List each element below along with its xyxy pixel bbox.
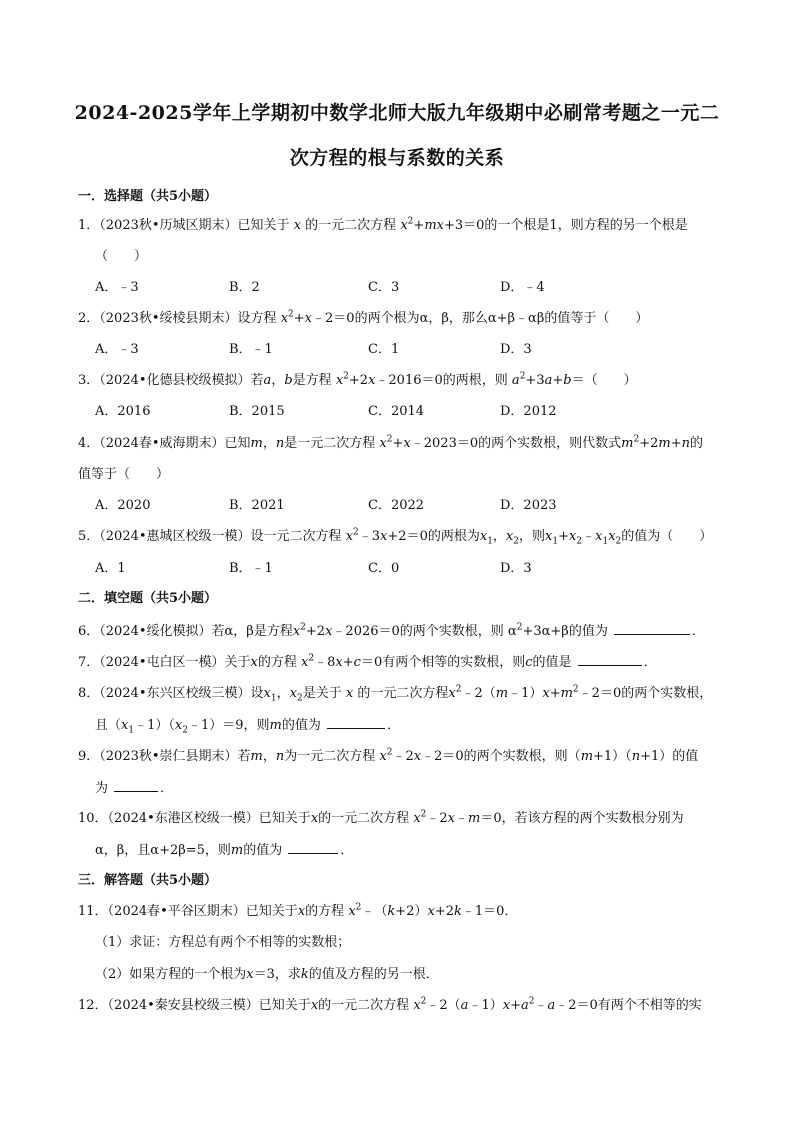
option-b: B．2	[229, 280, 260, 295]
option-a: A．1	[95, 561, 126, 576]
option-b: B．2021	[229, 498, 285, 513]
option-c: C．0	[368, 561, 400, 576]
option-c: C．2014	[368, 404, 425, 419]
option-d: D．2023	[500, 498, 557, 513]
question-1: 1．（2023秋•历城区期末）已知关于 x 的一元二次方程 $x^2+mx+3=0$的一个根是1，则方程的另一个根是	[78, 216, 688, 233]
question-6: 6．（2024•绥化模拟）若α，β是方程$x^2+2x﹣2026=0$的两个实数根，则 $\alpha^2+3\alpha+\beta$的值为 ．	[78, 622, 705, 639]
option-a: A．﹣3	[95, 280, 139, 295]
question-source: 6．（2024•绥化模拟）	[78, 624, 212, 639]
question-4: 4．（2024春•威海期末）已知m，n是一元二次方程 $x^2+x﹣2023=0$的两个实数根，则代数式$m^2+2m+n$的	[78, 434, 703, 451]
question-10-line2: α，β，且α+2β=5，则m的值为 ．	[95, 843, 354, 858]
question-1-line2: （ ）	[95, 249, 148, 264]
option-b: B．2015	[229, 404, 285, 419]
question-source: 10．（2024•东港区校级一模）	[78, 811, 259, 826]
option-c: C．3	[368, 280, 400, 295]
option-d: D．3	[500, 561, 532, 576]
question-source: 1．（2023秋•历城区期末）	[78, 218, 238, 233]
question-12: 12．（2024•秦安县校级三模）已知关于x的一元二次方程 $x^2﹣2(a﹣1)x+a^2﹣a﹣2=0$有两个不相等的实	[78, 996, 702, 1013]
question-source: 8．（2024•东兴区校级三模）	[78, 686, 251, 701]
option-b: B．﹣1	[229, 342, 273, 357]
question-9: 9．（2023秋•崇仁县期末）若m，n为一元二次方程 $x^2﹣2x﹣2=0$的两个实数根，则（m+1）（n+1）的值	[78, 747, 699, 764]
option-d: D．3	[500, 342, 532, 357]
answer-blank[interactable]	[327, 716, 385, 729]
answer-blank[interactable]	[288, 841, 338, 854]
option-c: C．2022	[368, 498, 425, 513]
option-b: B．﹣1	[229, 561, 273, 576]
section-heading-solve: 三．解答题（共5小题）	[78, 873, 218, 888]
question-7: 7．（2024•屯白区一模）关于x的方程 $x^2﹣8x+c=0$有两个相等的实数根，则c的值是 ．	[78, 653, 657, 670]
option-a: A．2020	[95, 498, 151, 513]
question-source: 7．（2024•屯白区一模）	[78, 655, 225, 670]
question-11-part2: （2）如果方程的一个根为x＝3，求k的值及方程的另一根．	[95, 967, 439, 982]
question-10: 10．（2024•东港区校级一模）已知关于x的一元二次方程 $x^2﹣2x﹣m=0$，若该方程的两个实数根分别为	[78, 809, 684, 826]
answer-blank[interactable]	[114, 779, 158, 792]
question-2: 2．（2023秋•绥棱县期末）设方程 $x^2+x﹣2=0$的两个根为α，β，那么α+β﹣αβ的值等于（ ）	[78, 309, 649, 326]
question-source: 4．（2024春•威海期末）	[78, 436, 225, 451]
option-d: D．﹣4	[500, 280, 545, 295]
question-source: 11．（2024春•平谷区期末）	[78, 904, 246, 919]
question-source: 12．（2024•秦安县校级三模）	[78, 998, 259, 1013]
doc-title-line1: 2024-2025学年上学期初中数学北师大版九年级期中必刷常考题之一元二	[74, 102, 720, 124]
question-source: 5．（2024•惠城区校级一模）	[78, 529, 251, 544]
question-4-line2: 值等于（ ）	[78, 467, 170, 482]
question-source: 3．（2024•化德县校级模拟）	[78, 373, 251, 388]
question-source: 2．（2023秋•绥棱县期末）	[78, 311, 238, 326]
question-source: 9．（2023秋•崇仁县期末）	[78, 749, 238, 764]
option-c: C．1	[368, 342, 400, 357]
option-d: D．2012	[500, 404, 557, 419]
answer-blank[interactable]	[578, 653, 642, 666]
section-heading-choice: 一．选择题（共5小题）	[78, 189, 218, 204]
doc-title-line2: 次方程的根与系数的关系	[289, 147, 505, 169]
question-9-line2: 为 ．	[95, 781, 174, 796]
question-8: 8．（2024•东兴区校级三模）设$x_1$，$x_2$是关于 x 的一元二次方程$x^2﹣2(m﹣1)x+m^2﹣2=0$的两个实数根，	[78, 684, 713, 704]
answer-blank[interactable]	[614, 622, 690, 635]
question-8-line2: 且$(x_1﹣1)(x_2﹣1)=9$，则m的值为 ．	[95, 718, 401, 736]
question-11-part1: （1）求证：方程总有两个不相等的实数根；	[95, 935, 351, 950]
option-a: A．2016	[95, 404, 151, 419]
question-3: 3．（2024•化德县校级模拟）若a，b是方程 $x^2+2x﹣2016=0$的两根，则 $a^2+3a+b=$（ ）	[78, 371, 637, 388]
question-5: 5．（2024•惠城区校级一模）设一元二次方程 $x^2﹣3x+2=0$的两根为$x_1$，$x_2$，则$x_1+x_2﹣x_1x_2$的值为（ ）	[78, 527, 713, 547]
question-11: 11．（2024春•平谷区期末）已知关于x的方程 $x^2﹣(k+2)x+2k﹣1=0$．	[78, 902, 518, 919]
section-heading-fill: 二．填空题（共5小题）	[78, 591, 218, 606]
option-a: A．﹣3	[95, 342, 139, 357]
